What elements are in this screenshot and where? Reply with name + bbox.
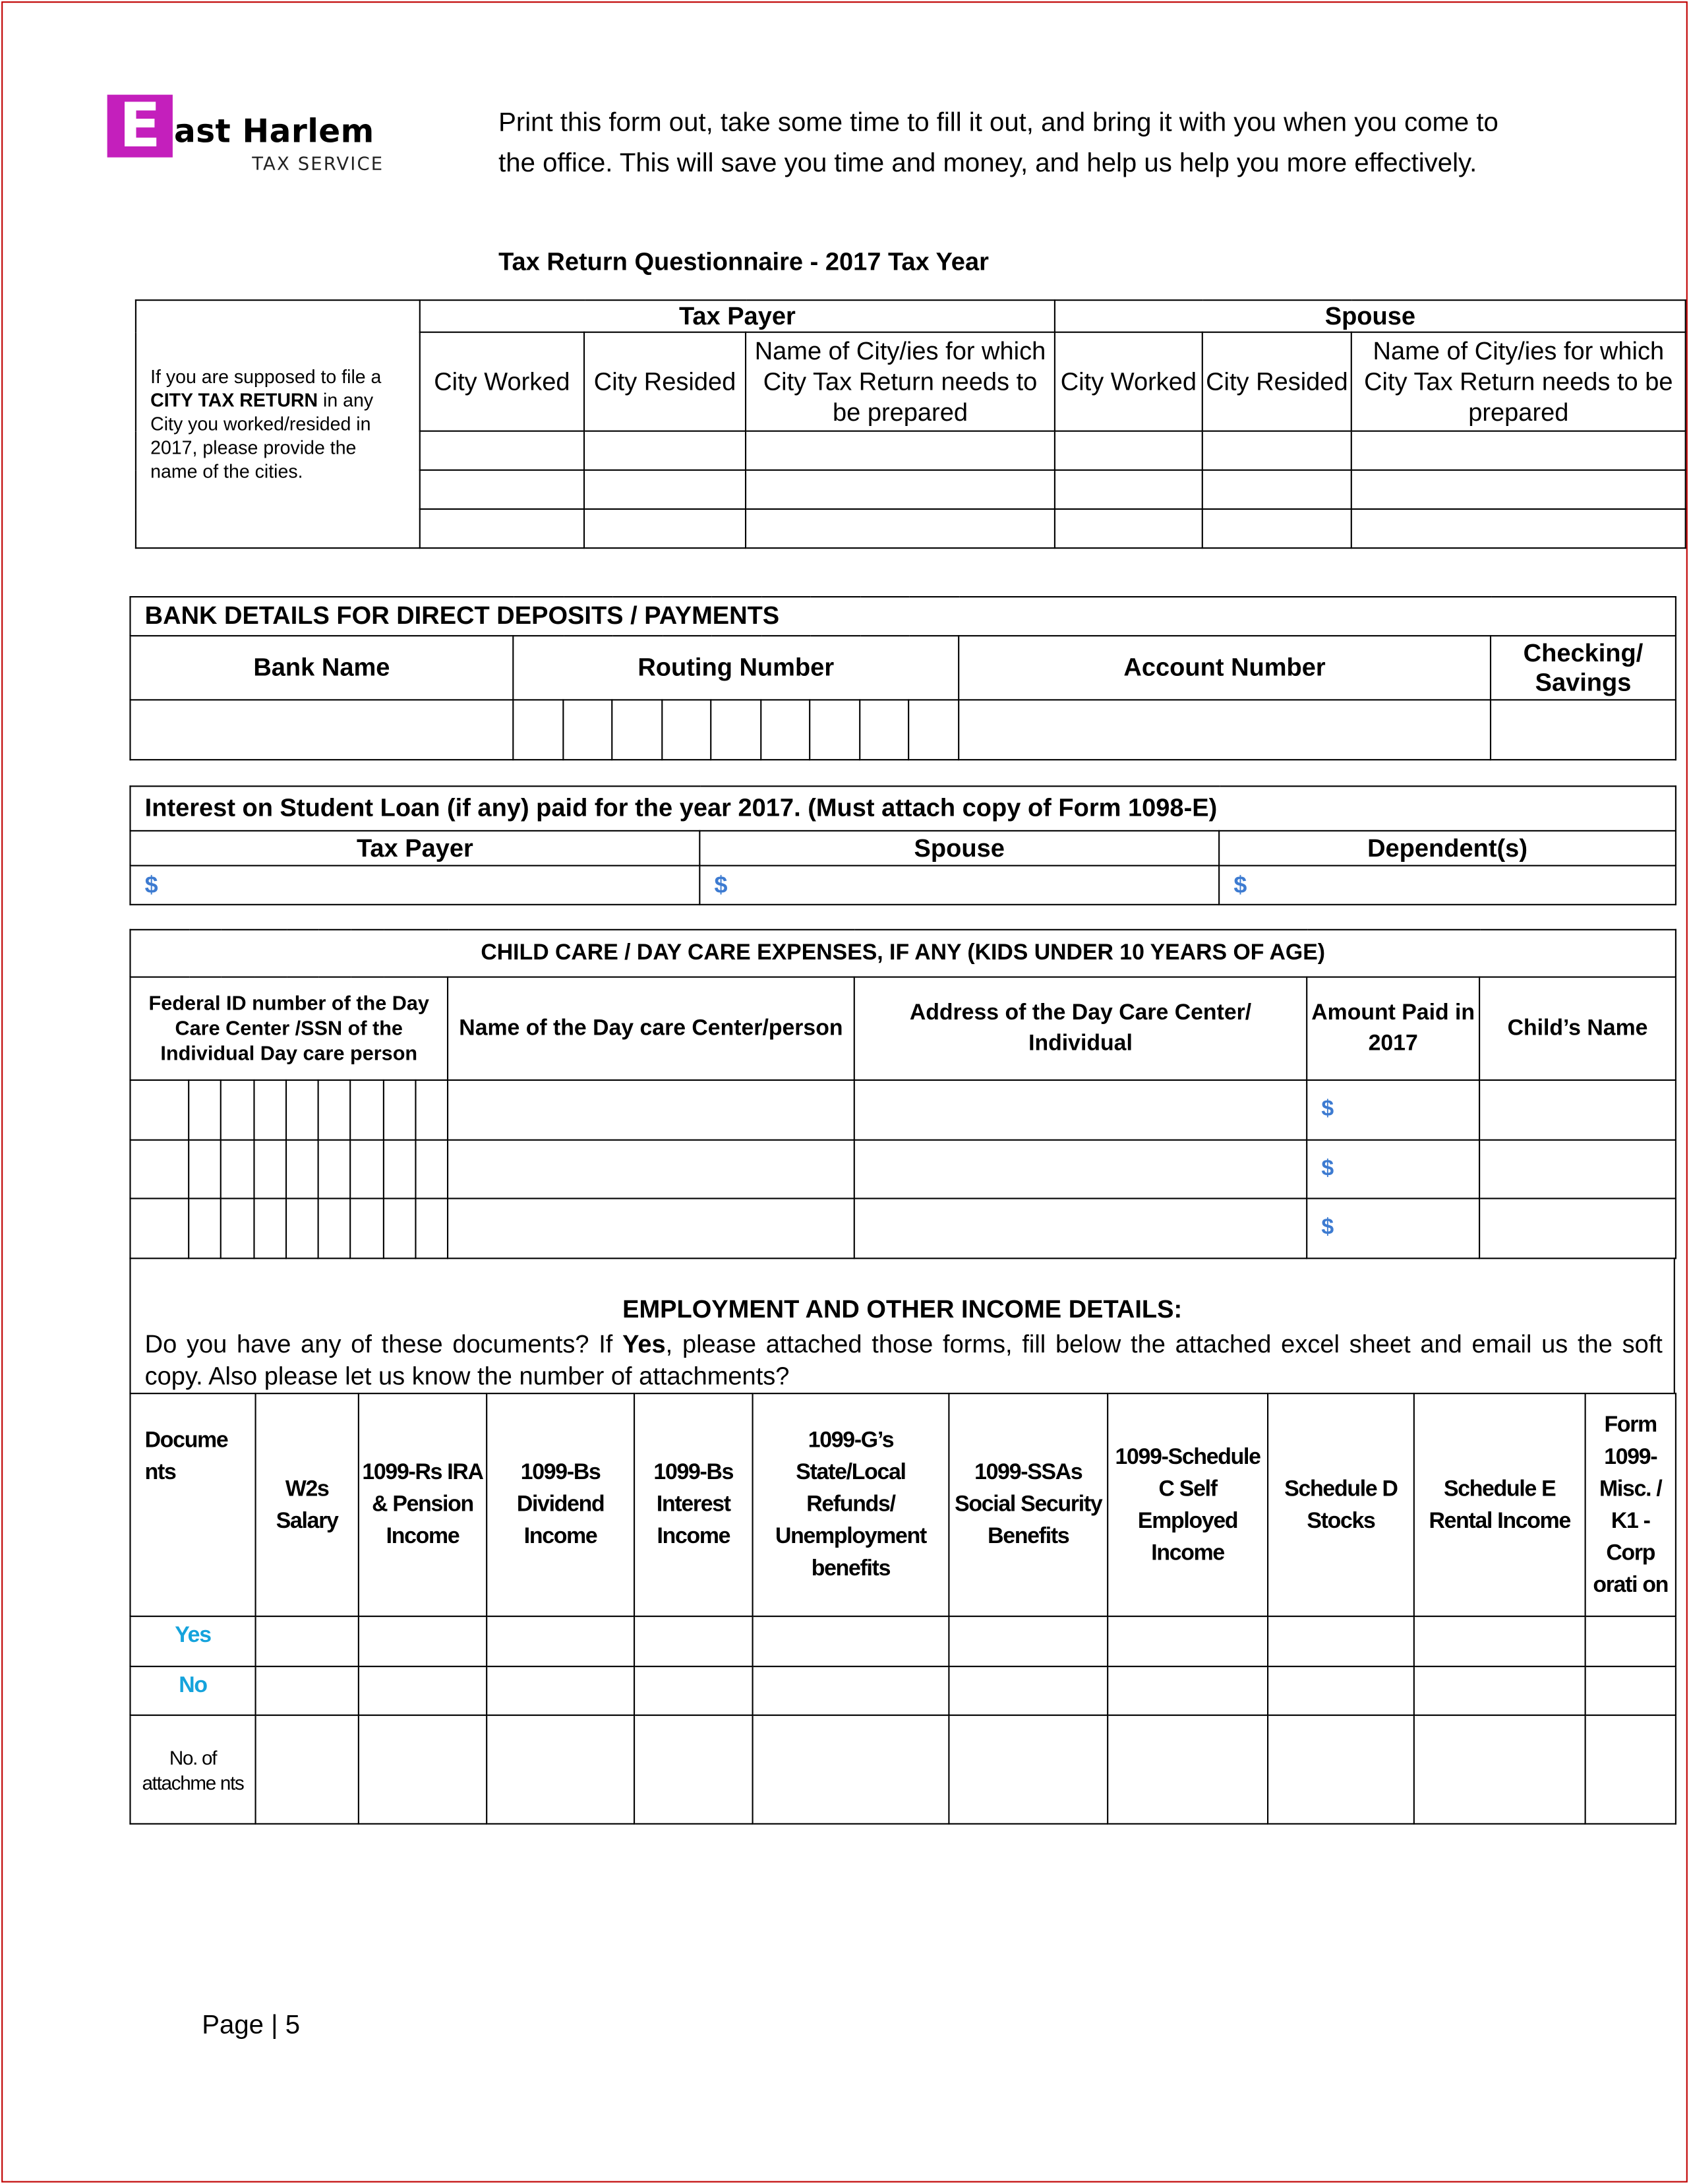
amount-paid-input[interactable]: $	[1307, 1140, 1479, 1199]
employment-col-header: 1099-Schedule C Self Employed Income	[1108, 1393, 1268, 1616]
input-cell[interactable]	[415, 1140, 448, 1199]
col-dependents: Dependent(s)	[1219, 831, 1676, 866]
col-spouse: Spouse	[699, 831, 1219, 866]
input-cell[interactable]	[130, 1140, 189, 1199]
input-cell[interactable]	[415, 1198, 448, 1258]
amount-paid-input[interactable]: $	[1307, 1080, 1479, 1140]
employment-col-header: 1099-Bs Interest Income	[634, 1393, 753, 1616]
employment-col-header: 1099-SSAs Social Security Benefits	[949, 1393, 1108, 1616]
input-cell[interactable]	[420, 509, 584, 548]
input-cell[interactable]	[563, 700, 612, 760]
input-cell[interactable]	[1479, 1080, 1676, 1140]
taxpayer-amount-input[interactable]: $	[130, 866, 699, 905]
child-care-table	[129, 929, 1676, 1259]
employment-row-label: No	[130, 1666, 255, 1715]
input-cell[interactable]	[350, 1198, 384, 1258]
input-cell[interactable]	[318, 1080, 351, 1140]
employment-input-cell[interactable]	[634, 1666, 753, 1715]
col-checking-savings: Checking/ Savings	[1491, 636, 1676, 700]
input-cell[interactable]	[415, 1080, 448, 1140]
employment-heading: EMPLOYMENT AND OTHER INCOME DETAILS:	[622, 1295, 1183, 1323]
employment-input-cell[interactable]	[359, 1616, 487, 1666]
input-cell[interactable]	[318, 1140, 351, 1199]
employment-input-cell[interactable]	[1585, 1666, 1676, 1715]
employment-col-header: Schedule D Stocks	[1268, 1393, 1414, 1616]
input-cell[interactable]	[1055, 470, 1202, 509]
employment-input-cell[interactable]	[256, 1666, 359, 1715]
input-cell[interactable]	[254, 1198, 286, 1258]
input-cell[interactable]	[221, 1198, 254, 1258]
input-cell[interactable]	[189, 1198, 221, 1258]
employment-input-cell[interactable]	[949, 1616, 1108, 1666]
input-cell[interactable]	[1055, 509, 1202, 548]
employment-input-cell[interactable]	[634, 1616, 753, 1666]
col-city-resided: City Resided	[1202, 332, 1351, 431]
employment-input-cell[interactable]	[1414, 1616, 1585, 1666]
employment-input-cell[interactable]	[1268, 1666, 1414, 1715]
employment-input-cell[interactable]	[487, 1616, 634, 1666]
employment-input-cell[interactable]	[359, 1666, 487, 1715]
col-federal-id: Federal ID number of the Day Care Center /SSN of the Individual Day care person	[130, 977, 448, 1080]
employment-input-cell[interactable]	[1268, 1616, 1414, 1666]
employment-input-cell[interactable]	[753, 1666, 949, 1715]
input-cell[interactable]	[761, 700, 810, 760]
employment-table	[129, 1393, 1676, 1825]
logo-mark: E	[107, 95, 173, 158]
input-cell[interactable]	[189, 1080, 221, 1140]
input-cell[interactable]	[860, 700, 908, 760]
input-cell[interactable]	[584, 431, 746, 470]
employment-input-cell[interactable]	[949, 1666, 1108, 1715]
col-amount-paid: Amount Paid in 2017	[1307, 977, 1479, 1080]
input-cell[interactable]	[746, 509, 1055, 548]
input-cell[interactable]	[420, 470, 584, 509]
employment-col-header: 1099-G’s State/Local Refunds/ Unemployment benefits	[753, 1393, 949, 1616]
input-cell[interactable]	[908, 700, 959, 760]
input-cell[interactable]	[350, 1080, 384, 1140]
employment-row-label: No. of attachme nts	[130, 1715, 255, 1824]
col-bank-name: Bank Name	[130, 636, 513, 700]
input-cell[interactable]	[854, 1080, 1307, 1140]
input-cell[interactable]	[189, 1140, 221, 1199]
input-cell[interactable]	[711, 700, 761, 760]
amount-paid-input[interactable]: $	[1307, 1198, 1479, 1258]
col-routing-number: Routing Number	[513, 636, 959, 700]
employment-col-header: 1099-Rs IRA & Pension Income	[359, 1393, 487, 1616]
col-city-worked: City Worked	[1055, 332, 1202, 431]
employment-input-cell[interactable]	[487, 1715, 634, 1824]
input-cell[interactable]	[959, 700, 1491, 760]
employment-col-header: W2s Salary	[256, 1393, 359, 1616]
input-cell[interactable]	[1351, 509, 1686, 548]
input-cell[interactable]	[1351, 431, 1686, 470]
employment-col-header: Docume nts	[130, 1393, 255, 1616]
employment-input-cell[interactable]	[1108, 1616, 1268, 1666]
input-cell[interactable]	[448, 1080, 854, 1140]
employment-section	[129, 1258, 1674, 1393]
page-number: Page | 5	[202, 2011, 301, 2041]
col-city-names: Name of City/ies for which City Tax Return needs to be prepared	[746, 332, 1055, 431]
input-cell[interactable]	[584, 470, 746, 509]
input-cell[interactable]	[662, 700, 711, 760]
bank-title: BANK DETAILS FOR DIRECT DEPOSITS / PAYMENTS	[130, 597, 1675, 636]
input-cell[interactable]	[746, 470, 1055, 509]
spouse-header: Spouse	[1055, 300, 1686, 332]
student-loan-table	[129, 785, 1676, 905]
col-city-names: Name of City/ies for which City Tax Return needs to be prepared	[1351, 332, 1686, 431]
dependents-amount-input[interactable]: $	[1219, 866, 1676, 905]
col-daycare-address: Address of the Day Care Center/ Individual	[854, 977, 1307, 1080]
input-cell[interactable]	[513, 700, 563, 760]
taxpayer-header: Tax Payer	[420, 300, 1055, 332]
logo-subtitle: TAX SERVICE	[252, 154, 384, 176]
employment-col-header: Schedule E Rental Income	[1414, 1393, 1585, 1616]
input-cell[interactable]	[384, 1080, 416, 1140]
col-city-worked: City Worked	[420, 332, 584, 431]
employment-input-cell[interactable]	[359, 1715, 487, 1824]
student-loan-title: Interest on Student Loan (if any) paid for the year 2017. (Must attach copy of Form 1098-E)	[130, 786, 1675, 831]
input-cell[interactable]	[612, 700, 662, 760]
employment-input-cell[interactable]	[487, 1666, 634, 1715]
employment-input-cell[interactable]	[256, 1616, 359, 1666]
employment-col-header: Form 1099-Misc. / K1 - Corp orati on	[1585, 1393, 1676, 1616]
col-city-resided: City Resided	[584, 332, 746, 431]
input-cell[interactable]	[350, 1140, 384, 1199]
employment-input-cell[interactable]	[1108, 1666, 1268, 1715]
input-cell[interactable]	[286, 1198, 318, 1258]
input-cell[interactable]	[1351, 470, 1686, 509]
input-cell[interactable]	[1202, 470, 1351, 509]
col-daycare-name: Name of the Day care Center/person	[448, 977, 854, 1080]
employment-input-cell[interactable]	[256, 1715, 359, 1824]
input-cell[interactable]	[1479, 1198, 1676, 1258]
employment-input-cell[interactable]	[1414, 1666, 1585, 1715]
input-cell[interactable]	[221, 1140, 254, 1199]
employment-instructions: Do you have any of these documents? If Yes, please attached those forms, fill below the attached excel sheet and email us the soft copy. Also please let us know the number of attachments?	[144, 1330, 1663, 1390]
input-cell[interactable]	[420, 431, 584, 470]
input-cell[interactable]	[448, 1198, 854, 1258]
employment-input-cell[interactable]	[1414, 1715, 1585, 1824]
input-cell[interactable]	[746, 431, 1055, 470]
input-cell[interactable]	[384, 1198, 416, 1258]
input-cell[interactable]	[130, 700, 513, 760]
spouse-amount-input[interactable]: $	[699, 866, 1219, 905]
input-cell[interactable]	[810, 700, 860, 760]
input-cell[interactable]	[584, 509, 746, 548]
input-cell[interactable]	[854, 1198, 1307, 1258]
logo-name: ast Harlem	[174, 114, 374, 151]
input-cell[interactable]	[1479, 1140, 1676, 1199]
employment-input-cell[interactable]	[634, 1715, 753, 1824]
input-cell[interactable]	[221, 1080, 254, 1140]
input-cell[interactable]	[448, 1140, 854, 1199]
input-cell[interactable]	[254, 1080, 286, 1140]
col-child-name: Child’s Name	[1479, 977, 1676, 1080]
employment-input-cell[interactable]	[1108, 1715, 1268, 1824]
city-tax-instruction: If you are supposed to file a CITY TAX RETURN in any City you worked/resided in 2017, please provide the name of the cities.	[136, 300, 420, 548]
col-taxpayer: Tax Payer	[130, 831, 699, 866]
input-cell[interactable]	[254, 1140, 286, 1199]
input-cell[interactable]	[1202, 431, 1351, 470]
city-tax-table	[135, 299, 1686, 549]
bank-table	[129, 596, 1676, 760]
input-cell[interactable]	[286, 1080, 318, 1140]
employment-input-cell[interactable]	[1585, 1616, 1676, 1666]
input-cell[interactable]	[854, 1140, 1307, 1199]
input-cell[interactable]	[1491, 700, 1676, 760]
employment-input-cell[interactable]	[1585, 1715, 1676, 1824]
input-cell[interactable]	[1055, 431, 1202, 470]
employment-input-cell[interactable]	[949, 1715, 1108, 1824]
form-title: Tax Return Questionnaire - 2017 Tax Year	[498, 247, 989, 276]
input-cell[interactable]	[318, 1198, 351, 1258]
employment-input-cell[interactable]	[1268, 1715, 1414, 1824]
intro-text: Print this form out, take some time to fill it out, and bring it with you when you come to the office. This will save you time and money, and help us help you more effectively.	[498, 108, 1498, 179]
input-cell[interactable]	[1202, 509, 1351, 548]
employment-input-cell[interactable]	[753, 1616, 949, 1666]
input-cell[interactable]	[130, 1198, 189, 1258]
input-cell[interactable]	[384, 1140, 416, 1199]
employment-row-label: Yes	[130, 1616, 255, 1666]
input-cell[interactable]	[286, 1140, 318, 1199]
employment-col-header: 1099-Bs Dividend Income	[487, 1393, 634, 1616]
input-cell[interactable]	[130, 1080, 189, 1140]
child-care-title: CHILD CARE / DAY CARE EXPENSES, IF ANY (KIDS UNDER 10 YEARS OF AGE)	[130, 930, 1675, 977]
employment-input-cell[interactable]	[753, 1715, 949, 1824]
col-account-number: Account Number	[959, 636, 1491, 700]
